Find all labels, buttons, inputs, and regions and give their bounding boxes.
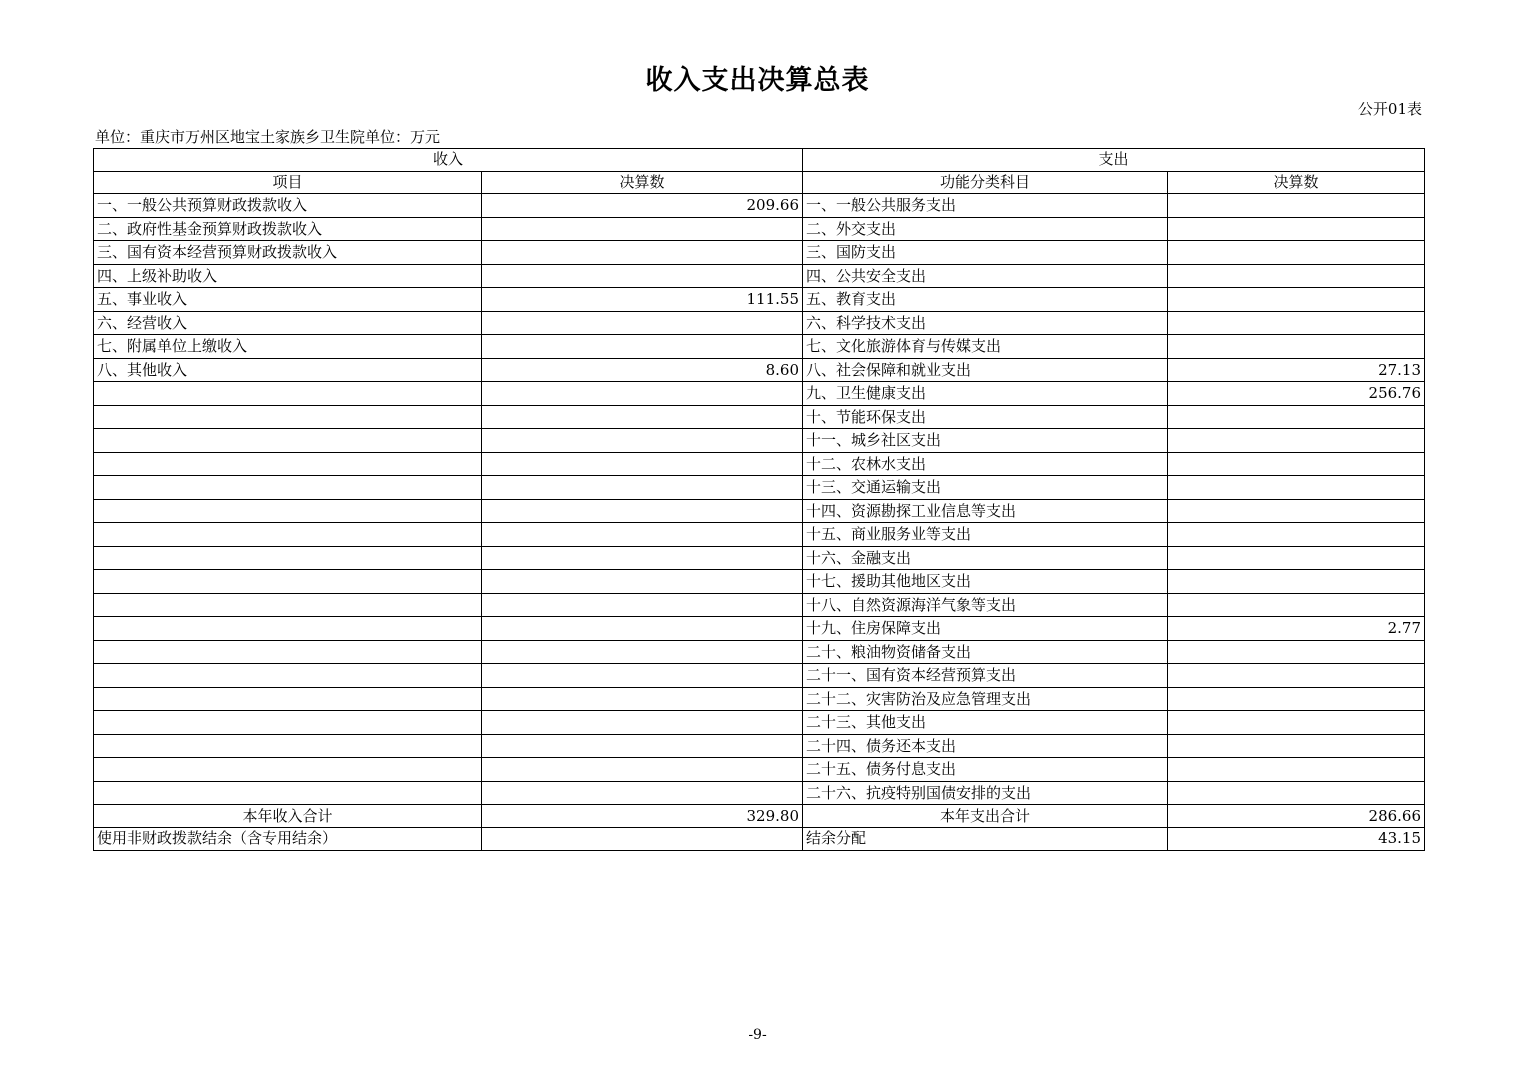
income-item-cell (94, 429, 482, 453)
table-body (94, 194, 1425, 805)
expense-item-cell: 十二、农林水支出 (803, 452, 1168, 476)
expense-item-cell: 九、卫生健康支出 (803, 382, 1168, 406)
table-row (94, 781, 1425, 805)
expense-total-label: 本年支出合计 (803, 805, 1168, 828)
expense-item-cell: 十、节能环保支出 (803, 405, 1168, 429)
table-row (94, 429, 1425, 453)
expense-amount-cell (1168, 687, 1425, 711)
expense-amount-cell (1168, 311, 1425, 335)
expense-amount-cell (1168, 546, 1425, 570)
balance-row (94, 828, 1425, 851)
expense-amount-cell (1168, 711, 1425, 735)
table-row (94, 617, 1425, 641)
expense-item-cell: 二十一、国有资本经营预算支出 (803, 664, 1168, 688)
income-amount-cell (482, 217, 803, 241)
table-row (94, 241, 1425, 265)
table-row (94, 499, 1425, 523)
table-row (94, 382, 1425, 406)
income-amount-cell (482, 758, 803, 782)
income-amount-cell (482, 241, 803, 265)
budget-table (93, 148, 1425, 851)
income-amount-cell (482, 664, 803, 688)
income-amount-cell (482, 546, 803, 570)
table-row (94, 570, 1425, 594)
income-amount-cell (482, 711, 803, 735)
table-row (94, 217, 1425, 241)
expense-amount-cell: 256.76 (1168, 382, 1425, 406)
form-number: 公开01表 (1357, 100, 1422, 118)
income-amount-cell (482, 593, 803, 617)
expense-amount-cell (1168, 570, 1425, 594)
expense-item-cell: 十一、城乡社区支出 (803, 429, 1168, 453)
expense-amount-cell (1168, 640, 1425, 664)
expense-item-cell: 二十六、抗疫特别国债安排的支出 (803, 781, 1168, 805)
income-item-cell: 一、一般公共预算财政拨款收入 (94, 194, 482, 218)
expense-item-cell: 十三、交通运输支出 (803, 476, 1168, 500)
expense-amount-cell (1168, 335, 1425, 359)
income-amount-cell (482, 617, 803, 641)
income-group-header: 收入 (94, 149, 803, 172)
expense-item-cell: 十四、资源勘探工业信息等支出 (803, 499, 1168, 523)
table-row (94, 476, 1425, 500)
income-amount-cell (482, 640, 803, 664)
expense-item-cell: 二十二、灾害防治及应急管理支出 (803, 687, 1168, 711)
expense-amount-cell (1168, 288, 1425, 312)
page-title: 收入支出决算总表 (645, 65, 870, 96)
expense-item-cell: 二十五、债务付息支出 (803, 758, 1168, 782)
balance-expense-amount: 43.15 (1168, 828, 1425, 851)
expense-amount-cell (1168, 405, 1425, 429)
table-row (94, 546, 1425, 570)
col-header-expense-amount: 决算数 (1168, 171, 1425, 194)
income-item-cell (94, 758, 482, 782)
income-amount-cell: 8.60 (482, 358, 803, 382)
totals-row (94, 805, 1425, 828)
table-row (94, 711, 1425, 735)
income-item-cell (94, 476, 482, 500)
expense-item-cell: 三、国防支出 (803, 241, 1168, 265)
income-item-cell (94, 405, 482, 429)
expense-amount-cell (1168, 499, 1425, 523)
expense-amount-cell (1168, 664, 1425, 688)
expense-amount-cell (1168, 734, 1425, 758)
income-item-cell (94, 711, 482, 735)
expense-amount-cell (1168, 264, 1425, 288)
income-item-cell (94, 452, 482, 476)
expense-item-cell: 五、教育支出 (803, 288, 1168, 312)
table-row (94, 593, 1425, 617)
expense-amount-cell (1168, 429, 1425, 453)
expense-item-cell: 四、公共安全支出 (803, 264, 1168, 288)
expense-item-cell: 十九、住房保障支出 (803, 617, 1168, 641)
income-item-cell (94, 570, 482, 594)
table-row (94, 758, 1425, 782)
income-item-cell (94, 664, 482, 688)
income-amount-cell (482, 429, 803, 453)
income-item-cell (94, 593, 482, 617)
col-header-item: 项目 (94, 171, 482, 194)
income-amount-cell: 209.66 (482, 194, 803, 218)
expense-amount-cell (1168, 781, 1425, 805)
table-row (94, 335, 1425, 359)
income-amount-cell: 111.55 (482, 288, 803, 312)
income-amount-cell (482, 476, 803, 500)
income-total-label: 本年收入合计 (94, 805, 482, 828)
table-row (94, 640, 1425, 664)
table-row (94, 687, 1425, 711)
income-amount-cell (482, 781, 803, 805)
income-amount-cell (482, 405, 803, 429)
expense-amount-cell (1168, 523, 1425, 547)
table-row (94, 523, 1425, 547)
expense-item-cell: 六、科学技术支出 (803, 311, 1168, 335)
expense-amount-cell: 2.77 (1168, 617, 1425, 641)
table-row (94, 264, 1425, 288)
income-item-cell (94, 734, 482, 758)
table-column-header-row (94, 171, 1425, 194)
balance-income-amount (482, 828, 803, 851)
table-row (94, 288, 1425, 312)
expense-amount-cell (1168, 241, 1425, 265)
income-item-cell (94, 781, 482, 805)
expense-amount-cell (1168, 217, 1425, 241)
income-amount-cell (482, 382, 803, 406)
expense-item-cell: 一、一般公共服务支出 (803, 194, 1168, 218)
income-item-cell: 二、政府性基金预算财政拨款收入 (94, 217, 482, 241)
table-row (94, 311, 1425, 335)
balance-expense-label: 结余分配 (803, 828, 1168, 851)
table-row (94, 194, 1425, 218)
income-item-cell: 四、上级补助收入 (94, 264, 482, 288)
income-item-cell: 七、附属单位上缴收入 (94, 335, 482, 359)
income-item-cell (94, 640, 482, 664)
income-amount-cell (482, 570, 803, 594)
income-item-cell (94, 546, 482, 570)
expense-item-cell: 十八、自然资源海洋气象等支出 (803, 593, 1168, 617)
income-item-cell: 五、事业收入 (94, 288, 482, 312)
income-amount-cell (482, 335, 803, 359)
income-amount-cell (482, 311, 803, 335)
unit-line: 单位：重庆市万州区地宝土家族乡卫生院单位：万元 (95, 128, 441, 146)
table-row (94, 405, 1425, 429)
expense-item-cell: 十六、金融支出 (803, 546, 1168, 570)
income-amount-cell (482, 687, 803, 711)
expense-amount-cell (1168, 758, 1425, 782)
expense-item-cell: 八、社会保障和就业支出 (803, 358, 1168, 382)
table-row (94, 358, 1425, 382)
table-row (94, 664, 1425, 688)
expense-item-cell: 二、外交支出 (803, 217, 1168, 241)
income-item-cell: 三、国有资本经营预算财政拨款收入 (94, 241, 482, 265)
income-item-cell (94, 687, 482, 711)
income-amount-cell (482, 264, 803, 288)
col-header-function: 功能分类科目 (803, 171, 1168, 194)
page-number: -9- (748, 1027, 767, 1043)
income-item-cell (94, 382, 482, 406)
expense-amount-cell (1168, 476, 1425, 500)
expense-item-cell: 十七、援助其他地区支出 (803, 570, 1168, 594)
income-total-amount: 329.80 (482, 805, 803, 828)
table-row (94, 452, 1425, 476)
expense-total-amount: 286.66 (1168, 805, 1425, 828)
income-amount-cell (482, 523, 803, 547)
expense-item-cell: 二十四、债务还本支出 (803, 734, 1168, 758)
income-item-cell: 六、经营收入 (94, 311, 482, 335)
income-amount-cell (482, 499, 803, 523)
expense-amount-cell: 27.13 (1168, 358, 1425, 382)
income-item-cell (94, 617, 482, 641)
col-header-income-amount: 决算数 (482, 171, 803, 194)
expense-item-cell: 二十、粮油物资储备支出 (803, 640, 1168, 664)
expense-item-cell: 七、文化旅游体育与传媒支出 (803, 335, 1168, 359)
income-amount-cell (482, 452, 803, 476)
expense-amount-cell (1168, 452, 1425, 476)
income-item-cell (94, 499, 482, 523)
table-row (94, 734, 1425, 758)
expense-amount-cell (1168, 194, 1425, 218)
balance-income-label: 使用非财政拨款结余（含专用结余） (94, 828, 482, 851)
expense-item-cell: 十五、商业服务业等支出 (803, 523, 1168, 547)
table-group-header-row (94, 149, 1425, 172)
income-item-cell: 八、其他收入 (94, 358, 482, 382)
income-item-cell (94, 523, 482, 547)
expense-item-cell: 二十三、其他支出 (803, 711, 1168, 735)
income-amount-cell (482, 734, 803, 758)
expense-group-header: 支出 (803, 149, 1425, 172)
expense-amount-cell (1168, 593, 1425, 617)
